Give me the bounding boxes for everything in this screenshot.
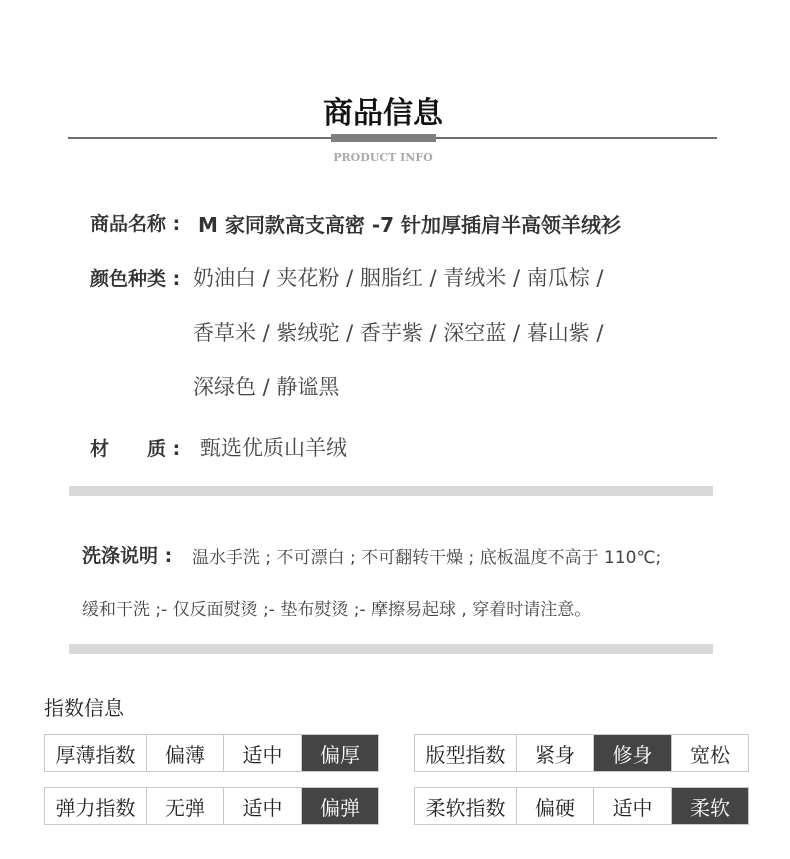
index-option-selected: 修身 [593,735,671,771]
page-subtitle: PRODUCT INFO [333,151,433,164]
index-label: 版型指数 [425,742,506,767]
index-option: 无弹 [146,788,223,824]
section-divider [69,644,713,654]
wash-line: 缓和干洗 ;- 仅反面熨烫 ;- 垫布熨烫 ;- 摩擦易起球 , 穿着时请注意。 [82,600,592,620]
index-option: 紧身 [516,735,593,771]
section-divider [69,486,713,496]
index-label: 柔软指数 [425,795,506,820]
index-option-selected: 偏弹 [301,788,378,824]
index-table [414,734,749,772]
wash-line: 温水手洗 ; 不可漂白 ; 不可翻转干燥 ; 底板温度不高于 110℃; [192,548,662,568]
index-option: 适中 [223,735,301,771]
index-option: 偏硬 [516,788,593,824]
color-line: 深绿色 / 静谧黑 [193,375,340,399]
index-label: 弹力指数 [55,795,136,820]
title-accent-bar [331,134,436,142]
index-option-selected: 偏厚 [301,735,378,771]
index-table [414,787,749,825]
index-title: 指数信息 [44,696,124,720]
index-option: 偏薄 [146,735,223,771]
index-option: 适中 [593,788,671,824]
index-option: 适中 [223,788,301,824]
index-label: 厚薄指数 [55,742,136,767]
material-value: 甄选优质山羊绒 [200,436,347,460]
index-option-selected: 柔软 [671,788,748,824]
page-title: 商品信息 [323,96,443,131]
color-line: 香草米 / 紫绒驼 / 香芋紫 / 深空蓝 / 暮山紫 / [193,321,604,345]
color-label: 颜色种类 : [90,268,181,290]
name-label: 商品名称 : [90,213,181,235]
index-table [44,734,379,772]
material-label: 材 质 : [90,438,181,460]
index-table [44,787,379,825]
name-value: M 家同款高支高密 -7 针加厚插肩半高领羊绒衫 [198,213,622,237]
wash-label: 洗涤说明 : [82,545,173,567]
index-option: 宽松 [671,735,748,771]
color-line: 奶油白 / 夹花粉 / 胭脂红 / 青绒米 / 南瓜棕 / [193,266,604,290]
